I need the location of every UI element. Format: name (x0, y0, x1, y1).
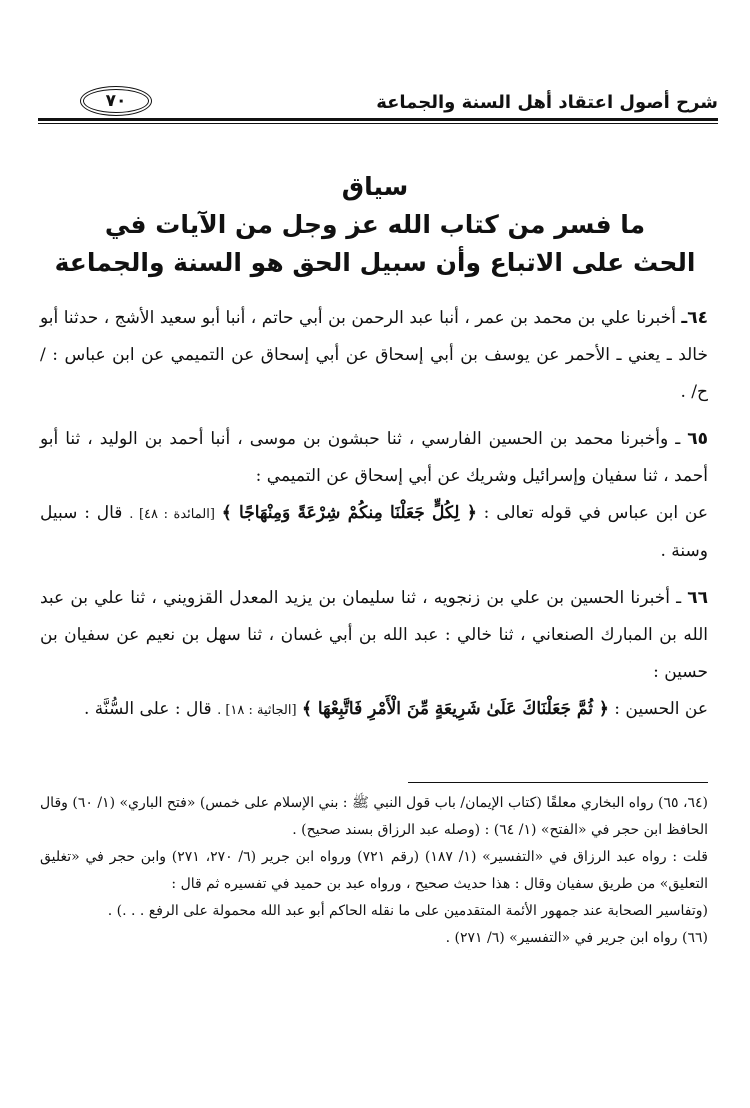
narration-text: ـ وأخبرنا محمد بن الحسين الفارسي ، ثنا حبشون بن موسى ، أنبا أحمد بن الوليد ، ثنا أبو أحمد ، ثنا سفيان وإسرائيل وشريك عن أبي إسحاق عن التميمي : (40, 429, 708, 486)
header-title: شرح أصول اعتقاد أهل السنة والجماعة (376, 92, 718, 113)
quote-prefix: عن ابن عباس في قوله تعالى : (483, 503, 709, 523)
narration-number: ٦٤ـ (681, 308, 708, 328)
quote-tail: قال : سبيل وسنة . (40, 503, 708, 561)
main-text (40, 300, 708, 729)
narration-number: ٦٦ (687, 588, 708, 608)
quote-tail: قال : على السُّنَّة . (83, 699, 212, 719)
footnote: (٦٤، ٦٥) رواه البخاري معلقًا (كتاب الإيمان/ باب قول النبي ﷺ : بني الإسلام على خمس) «فتح الباري» (١/ ٦٠) وقال الحافظ ابن حجر في «الفتح» (١/ ٦٤) : (وصله عبد الرزاق بسند صحيح) . (40, 795, 708, 838)
section-headings (40, 168, 710, 282)
paragraph-64 (40, 300, 708, 411)
verse-reference: [المائدة : ٤٨] . (129, 507, 215, 522)
header-rule (38, 118, 718, 121)
footnote: (وتفاسير الصحابة عند جمهور الأئمة المتقدمين على ما نقله الحاكم أبو عبد الله محمولة على الرفع . . .) . (107, 903, 708, 919)
narration-number: ٦٥ (687, 429, 709, 449)
paragraph-65 (40, 421, 708, 495)
footnotes (40, 790, 708, 952)
quran-verse: ﴿ لِكُلٍّ جَعَلْنَا مِنكُمْ شِرْعَةً وَمِنْهَاجًا ﴾ (221, 503, 477, 523)
quran-verse: ﴿ ثُمَّ جَعَلْنَاكَ عَلَىٰ شَرِيعَةٍ مِّنَ الْأَمْرِ فَاتَّبِعْهَا ﴾ (301, 699, 609, 719)
header-rule-thin (38, 123, 718, 124)
narration-text: أخبرنا علي بن محمد بن عمر ، أنبا عبد الرحمن بن أبي حاتم ، أنبا أبو سعيد الأشج ، حدثنا أبو خالد ـ يعني ـ الأحمر عن يوسف بن أبي إسحاق عن أبي إسحاق عن التميمي عن ابن عباس : / ح/ . (40, 308, 708, 402)
footnote: قلت : رواه عبد الرزاق في «التفسير» (١/ ١٨٧) (رقم ٧٢١) ورواه ابن جرير (٦/ ٢٧٠، ٢٧١) وابن حجر في «تغليق التعليق» من طريق سفيان وقال : هذا حديث صحيح ، ورواه عبد بن حميد في تفسيره ثم قال : (40, 849, 708, 892)
paragraph-65-quote (40, 495, 708, 570)
footnote: (٦٦) رواه ابن جرير في «التفسير» (٦/ ٢٧١) . (445, 930, 708, 946)
verse-reference: [الجاثية : ١٨] . (217, 703, 297, 718)
footnote-divider (408, 782, 708, 783)
paragraph-66 (40, 580, 708, 691)
page-number-badge: ٧٠ (80, 86, 152, 116)
narration-text: ـ أخبرنا الحسين بن علي بن زنجويه ، ثنا سليمان بن يزيد المعدل القزويني ، ثنا علي بن عبد الله بن المبارك الصنعاني ، ثنا خالي : عبد الله بن أبي غسان ، ثنا سهل بن نعيم عن سفيان بن حسين : (40, 588, 708, 682)
heading-line-1: سياق (341, 172, 409, 201)
page-header (38, 84, 718, 124)
heading-line-3: الحث على الاتباع وأن سبيل الحق هو السنة والجماعة (54, 248, 696, 277)
quote-prefix: عن الحسين : (614, 699, 708, 719)
heading-line-2: ما فسر من كتاب الله عز وجل من الآيات في (104, 210, 646, 239)
paragraph-66-quote (40, 691, 708, 729)
